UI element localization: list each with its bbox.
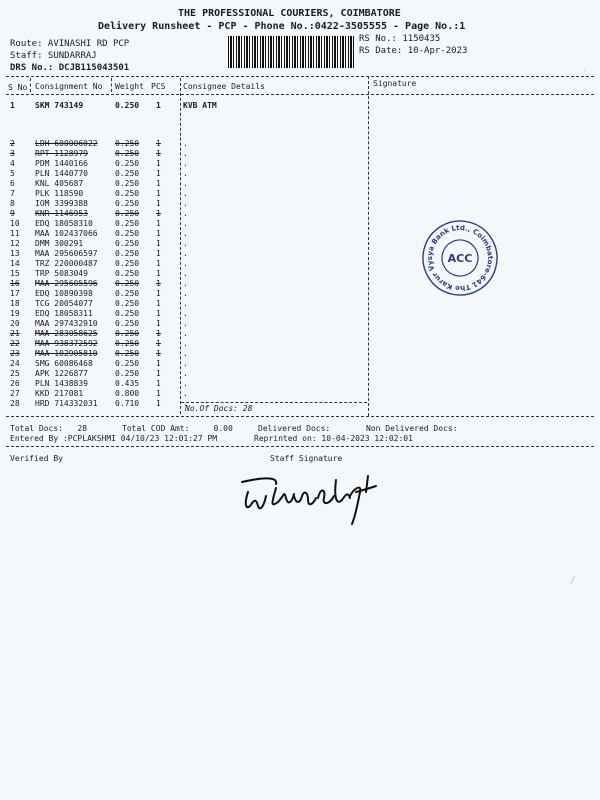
sno-cell: 28 xyxy=(10,399,20,408)
sno-cell: 23 xyxy=(10,349,20,358)
consignee-cell: . xyxy=(183,159,188,168)
pcs-cell: 1 xyxy=(156,299,161,308)
drs-number: DRS No.: DCJB115043501 xyxy=(10,63,130,73)
consignee-cell: . xyxy=(183,229,188,238)
consignment-cell: IOM 3399388 xyxy=(35,199,88,208)
pcs-cell: 1 xyxy=(156,209,161,218)
weight-cell: 0.250 xyxy=(115,349,140,358)
table-row xyxy=(0,169,600,179)
sno-cell: 11 xyxy=(10,229,20,238)
consignee-cell: . xyxy=(183,339,188,348)
consignment-cell: DMM 300291 xyxy=(35,239,84,248)
table-row xyxy=(0,139,600,149)
sno-cell: 4 xyxy=(10,159,15,168)
rule xyxy=(6,76,594,77)
sno-cell: 12 xyxy=(10,239,20,248)
rule xyxy=(181,402,367,403)
weight-cell: 0.250 xyxy=(115,249,140,258)
weight-cell: 0.250 xyxy=(115,309,140,318)
runsheet-title: Delivery Runsheet - PCP - Phone No.:0422-3505555 - Page No.:1 xyxy=(98,21,466,32)
consignee-cell: KVB ATM xyxy=(183,101,217,110)
staff-signature-label: Staff Signature xyxy=(270,454,343,463)
weight-cell: 0.250 xyxy=(115,299,140,308)
rule xyxy=(6,416,594,417)
stamp-ring-text: The Karur Vysya Bank Ltd., Coimbatore-641004 xyxy=(425,223,495,293)
consignee-cell: . xyxy=(183,369,188,378)
consignee-cell: . xyxy=(183,319,188,328)
consignee-cell: . xyxy=(183,149,188,158)
pcs-cell: 1 xyxy=(156,199,161,208)
consignee-cell: . xyxy=(183,209,188,218)
table-row xyxy=(0,379,600,389)
table-row xyxy=(0,319,600,329)
pcs-cell: 1 xyxy=(156,269,161,278)
weight-cell: 0.710 xyxy=(115,399,140,408)
delivered-docs: Delivered Docs: xyxy=(258,424,331,433)
consignment-cell: TRZ 220000487 xyxy=(35,259,98,268)
table-row xyxy=(0,259,600,269)
table-row xyxy=(0,299,600,309)
consignment-cell: TRP 5083049 xyxy=(35,269,88,278)
weight-cell: 0.435 xyxy=(115,379,140,388)
sno-cell: 22 xyxy=(10,339,20,348)
consignee-cell: . xyxy=(183,259,188,268)
consignment-cell: KKD 217081 xyxy=(35,389,84,398)
sno-cell: 10 xyxy=(10,219,20,228)
consignment-cell: PLK 118590 xyxy=(35,189,84,198)
pcs-cell: 1 xyxy=(156,219,161,228)
rule xyxy=(6,446,594,447)
weight-cell: 0.250 xyxy=(115,139,140,148)
consignment-cell: EDQ 18058310 xyxy=(35,219,93,228)
weight-cell: 0.250 xyxy=(115,229,140,238)
consignment-cell: SKM 743149 xyxy=(35,101,84,110)
consignee-cell: . xyxy=(183,269,188,278)
consignee-cell: . xyxy=(183,249,188,258)
consignment-cell: EDQ 10890398 xyxy=(35,289,93,298)
pcs-cell: 1 xyxy=(156,289,161,298)
barcode xyxy=(228,36,354,68)
col-consignment: Consignment No xyxy=(35,82,103,91)
pcs-cell: 1 xyxy=(156,139,161,148)
table-row xyxy=(0,339,600,349)
consignment-cell: MAA 102905810 xyxy=(35,349,98,358)
pcs-cell: 1 xyxy=(156,149,161,158)
sno-cell: 9 xyxy=(10,209,15,218)
sno-cell: 18 xyxy=(10,299,20,308)
weight-cell: 0.250 xyxy=(115,319,140,328)
non-delivered-docs: Non Delivered Docs: xyxy=(366,424,458,433)
table-row xyxy=(0,329,600,339)
table-row xyxy=(0,101,600,111)
pcs-cell: 1 xyxy=(156,359,161,368)
weight-cell: 0.250 xyxy=(115,239,140,248)
consignee-cell: . xyxy=(183,239,188,248)
table-row xyxy=(0,349,600,359)
consignment-cell: RPT 1128979 xyxy=(35,149,88,158)
pcs-cell: 1 xyxy=(156,249,161,258)
consignee-cell: . xyxy=(183,309,188,318)
pcs-cell: 1 xyxy=(156,101,161,110)
consignee-cell: . xyxy=(183,299,188,308)
consignee-cell: . xyxy=(183,379,188,388)
weight-cell: 0.250 xyxy=(115,329,140,338)
consignee-cell: . xyxy=(183,399,188,408)
pcs-cell: 1 xyxy=(156,239,161,248)
sno-cell: 25 xyxy=(10,369,20,378)
total-docs: Total Docs: 28 xyxy=(10,424,88,433)
consignee-cell: . xyxy=(183,199,188,208)
sno-cell: 6 xyxy=(10,179,15,188)
bank-stamp xyxy=(420,218,500,298)
consignee-cell: . xyxy=(183,189,188,198)
total-cod: Total COD Amt: 0.00 xyxy=(122,424,233,433)
pcs-cell: 1 xyxy=(156,389,161,398)
pcs-cell: 1 xyxy=(156,379,161,388)
weight-cell: 0.250 xyxy=(115,179,140,188)
consignment-cell: MAA 297432910 xyxy=(35,319,98,328)
consignee-cell: . xyxy=(183,279,188,288)
route: Route: AVINASHI RD PCP xyxy=(10,39,130,49)
weight-cell: 0.250 xyxy=(115,359,140,368)
consignment-cell: MAA 102437066 xyxy=(35,229,98,238)
pcs-cell: 1 xyxy=(156,319,161,328)
consignee-cell: . xyxy=(183,349,188,358)
col-sno: S No xyxy=(8,83,28,92)
consignee-cell: . xyxy=(183,179,188,188)
weight-cell: 0.250 xyxy=(115,189,140,198)
col-weight: Weight xyxy=(115,82,144,91)
table-row xyxy=(0,249,600,259)
consignment-cell: PDM 1440166 xyxy=(35,159,88,168)
sno-cell: 8 xyxy=(10,199,15,208)
consignee-cell: . xyxy=(183,289,188,298)
pcs-cell: 1 xyxy=(156,369,161,378)
col-pcs: PCS xyxy=(151,82,166,91)
consignee-cell: . xyxy=(183,329,188,338)
table-row xyxy=(0,389,600,399)
table-row xyxy=(0,199,600,209)
pcs-cell: 1 xyxy=(156,329,161,338)
rule xyxy=(6,94,594,95)
weight-cell: 0.250 xyxy=(115,219,140,228)
table-row xyxy=(0,149,600,159)
consignee-cell: . xyxy=(183,169,188,178)
weight-cell: 0.250 xyxy=(115,149,140,158)
sno-cell: 15 xyxy=(10,269,20,278)
pcs-cell: 1 xyxy=(156,259,161,268)
table-row xyxy=(0,209,600,219)
scan-mark: / xyxy=(570,576,576,586)
rs-date: RS Date: 10-Apr-2023 xyxy=(359,46,468,56)
consignment-cell: HRD 714332031 xyxy=(35,399,98,408)
no-of-docs: No.Of Docs: 28 xyxy=(185,404,253,413)
consignment-cell: KNL 405687 xyxy=(35,179,84,188)
weight-cell: 0.250 xyxy=(115,159,140,168)
sno-cell: 27 xyxy=(10,389,20,398)
scan-mark: ` xyxy=(582,70,588,80)
sno-cell: 16 xyxy=(10,279,20,288)
pcs-cell: 1 xyxy=(156,339,161,348)
table-row xyxy=(0,309,600,319)
weight-cell: 0.250 xyxy=(115,199,140,208)
company-name: THE PROFESSIONAL COURIERS, COIMBATORE xyxy=(178,8,401,19)
table-row xyxy=(0,359,600,369)
table-row xyxy=(0,189,600,199)
table-row xyxy=(0,289,600,299)
table-row xyxy=(0,399,600,409)
consignee-cell: . xyxy=(183,139,188,148)
table-row xyxy=(0,239,600,249)
pcs-cell: 1 xyxy=(156,159,161,168)
table-row xyxy=(0,269,600,279)
table-row xyxy=(0,229,600,239)
sno-cell: 21 xyxy=(10,329,20,338)
pcs-cell: 1 xyxy=(156,309,161,318)
pcs-cell: 1 xyxy=(156,279,161,288)
sno-cell: 5 xyxy=(10,169,15,178)
verified-by: Verified By xyxy=(10,454,63,463)
table-row xyxy=(0,279,600,289)
sno-cell: 26 xyxy=(10,379,20,388)
pcs-cell: 1 xyxy=(156,169,161,178)
weight-cell: 0.250 xyxy=(115,209,140,218)
weight-cell: 0.250 xyxy=(115,339,140,348)
weight-cell: 0.250 xyxy=(115,101,140,110)
weight-cell: 0.250 xyxy=(115,369,140,378)
weight-cell: 0.800 xyxy=(115,389,140,398)
col-signature: Signature xyxy=(373,79,417,88)
consignment-cell: PLN 1440770 xyxy=(35,169,88,178)
consignee-cell: . xyxy=(183,219,188,228)
consignment-cell: TCG 20054077 xyxy=(35,299,93,308)
consignment-cell: SMG 60086468 xyxy=(35,359,93,368)
weight-cell: 0.250 xyxy=(115,259,140,268)
sno-cell: 2 xyxy=(10,139,15,148)
sno-cell: 13 xyxy=(10,249,20,258)
reprinted-on: Reprinted on: 10-04-2023 12:02:01 xyxy=(254,434,413,443)
weight-cell: 0.250 xyxy=(115,289,140,298)
sno-cell: 1 xyxy=(10,101,15,110)
entered-by: Entered By :PCPLAKSHMI 04/10/23 12:01:27 PM xyxy=(10,434,218,443)
weight-cell: 0.250 xyxy=(115,269,140,278)
table-row xyxy=(0,369,600,379)
sno-cell: 19 xyxy=(10,309,20,318)
col-divider xyxy=(111,78,112,92)
table-row xyxy=(0,179,600,189)
consignment-cell: EDQ 18058311 xyxy=(35,309,93,318)
pcs-cell: 1 xyxy=(156,399,161,408)
rs-number: RS No.: 1150435 xyxy=(359,34,441,44)
sno-cell: 24 xyxy=(10,359,20,368)
consignee-cell: . xyxy=(183,359,188,368)
consignment-cell: LDH 600006022 xyxy=(35,139,98,148)
stamp-center: ACC xyxy=(447,252,473,265)
pcs-cell: 1 xyxy=(156,229,161,238)
table-row xyxy=(0,219,600,229)
table-row xyxy=(0,159,600,169)
consignment-cell: MAA 938372592 xyxy=(35,339,98,348)
weight-cell: 0.250 xyxy=(115,169,140,178)
sno-cell: 7 xyxy=(10,189,15,198)
weight-cell: 0.250 xyxy=(115,279,140,288)
consignment-cell: MAA 295605596 xyxy=(35,279,98,288)
pcs-cell: 1 xyxy=(156,179,161,188)
consignment-cell: MAA 283058625 xyxy=(35,329,98,338)
sno-cell: 3 xyxy=(10,149,15,158)
consignment-cell: PLN 1438839 xyxy=(35,379,88,388)
pcs-cell: 1 xyxy=(156,349,161,358)
consignee-cell: . xyxy=(183,389,188,398)
handwritten-signature xyxy=(238,462,388,528)
col-consignee: Consignee Details xyxy=(183,82,265,91)
consignment-cell: APK 1226877 xyxy=(35,369,88,378)
pcs-cell: 1 xyxy=(156,189,161,198)
col-divider xyxy=(30,78,31,92)
staff: Staff: SUNDARRAJ xyxy=(10,51,97,61)
sno-cell: 20 xyxy=(10,319,20,328)
sno-cell: 14 xyxy=(10,259,20,268)
consignment-cell: MAA 295606597 xyxy=(35,249,98,258)
consignment-cell: KNR 1146953 xyxy=(35,209,88,218)
sno-cell: 17 xyxy=(10,289,20,298)
